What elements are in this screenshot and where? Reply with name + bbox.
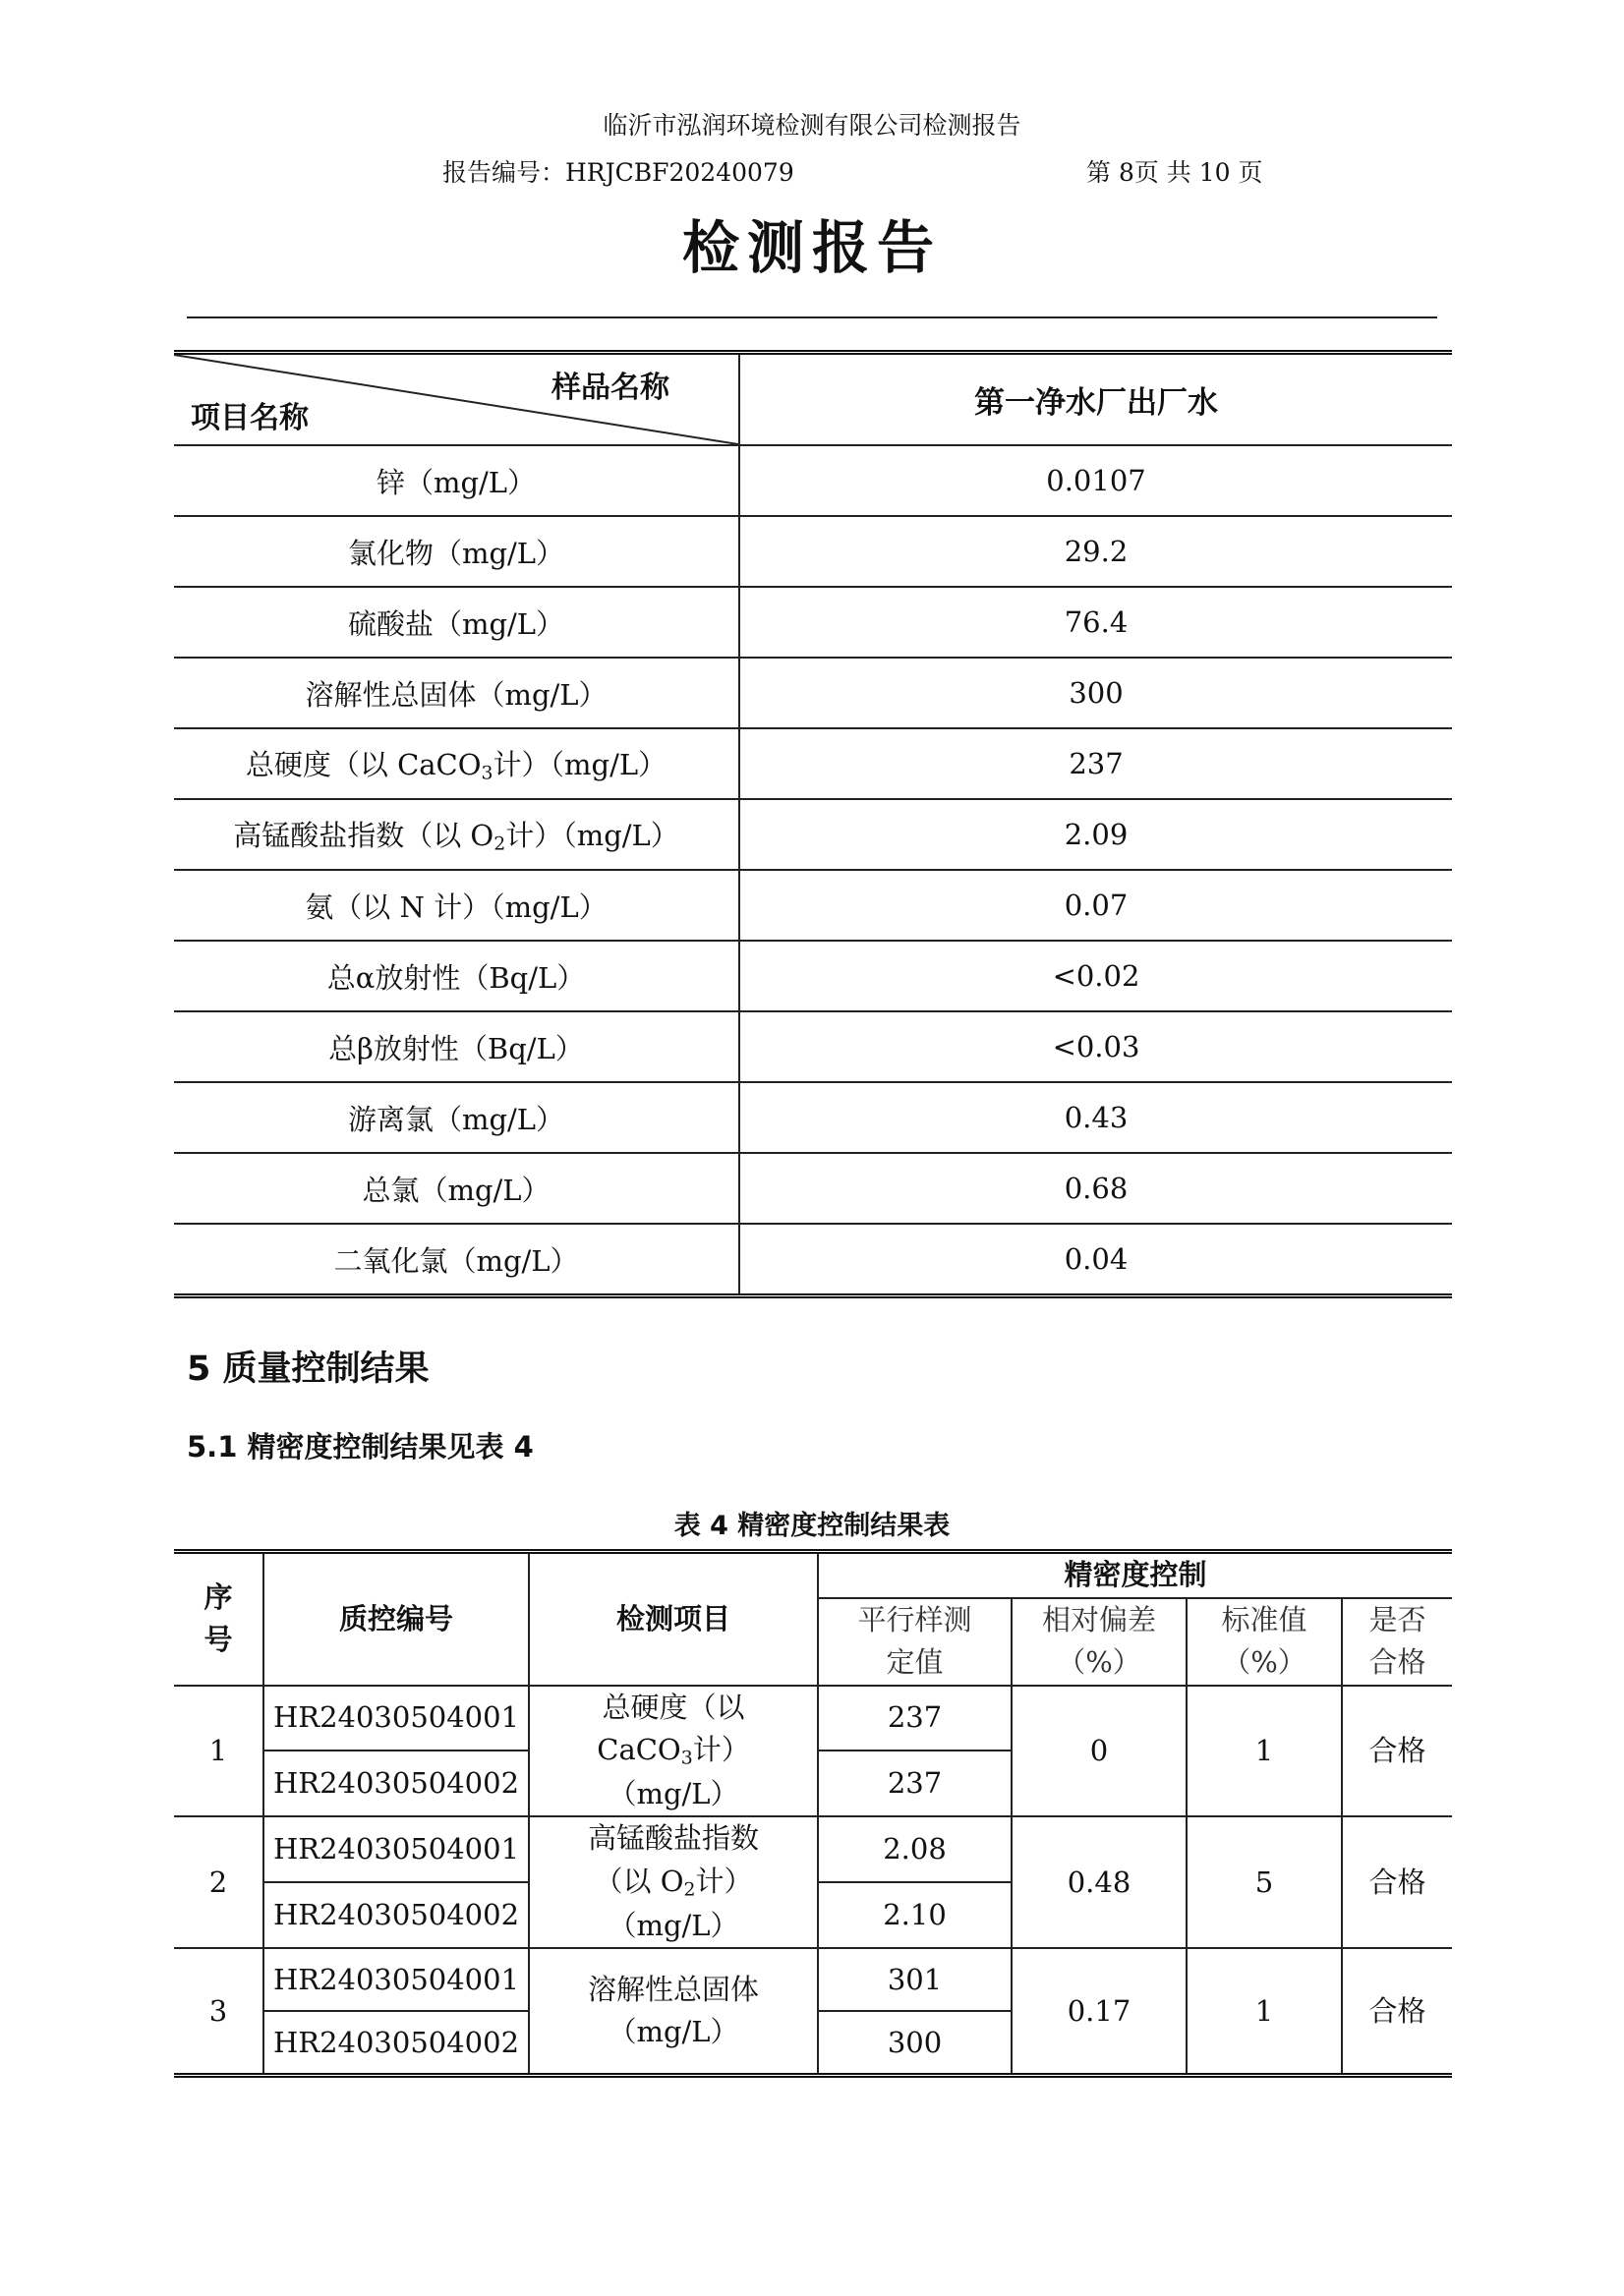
value-cell: 2.09 bbox=[739, 799, 1452, 870]
page-title: 检测报告 bbox=[681, 214, 942, 281]
parallel-value-cell: 301 bbox=[818, 1948, 1012, 2011]
item-cell: 硫酸盐（mg/L） bbox=[174, 587, 739, 658]
value-cell: 300 bbox=[739, 658, 1452, 728]
value-cell: 237 bbox=[739, 728, 1452, 799]
item-text: 计）（mg/L） bbox=[505, 819, 679, 853]
relative-deviation-cell: 0.17 bbox=[1012, 1948, 1187, 2076]
parallel-value-cell: 2.08 bbox=[818, 1816, 1012, 1882]
item-text: 计）（mg/L） bbox=[493, 748, 667, 782]
table-row bbox=[174, 870, 1452, 941]
item-cell bbox=[174, 728, 739, 799]
seq-header: 序 号 bbox=[174, 1552, 263, 1686]
table-row bbox=[174, 1224, 1452, 1296]
relative-deviation-cell: 0.48 bbox=[1012, 1816, 1187, 1948]
item-cell: 总β放射性（Bq/L） bbox=[174, 1011, 739, 1082]
value-cell: 76.4 bbox=[739, 587, 1452, 658]
table-row bbox=[174, 1082, 1452, 1153]
parallel-value-cell: 2.10 bbox=[818, 1882, 1012, 1948]
item-cell: 二氧化氯（mg/L） bbox=[174, 1224, 739, 1296]
header-sample-name: 样品名称 bbox=[551, 371, 669, 405]
table-row bbox=[174, 587, 1452, 658]
parallel-value-cell: 237 bbox=[818, 1751, 1012, 1816]
seq-cell: 1 bbox=[174, 1686, 263, 1817]
item-cell: 溶解性总固体（mg/L） bbox=[174, 658, 739, 728]
results-header-row bbox=[174, 353, 1452, 446]
table-row bbox=[174, 1153, 1452, 1224]
value-cell: <0.03 bbox=[739, 1011, 1452, 1082]
item-cell: 氯化物（mg/L） bbox=[174, 516, 739, 587]
header-item-name: 项目名称 bbox=[191, 401, 309, 435]
precision-group-header: 精密度控制 bbox=[818, 1552, 1452, 1598]
pass-cell: 合格 bbox=[1342, 1686, 1452, 1817]
table-row bbox=[174, 1686, 1452, 1751]
pass-header: 是否 合格 bbox=[1342, 1598, 1452, 1686]
page-number: 第 8页 共 10 页 bbox=[1086, 158, 1263, 187]
item-cell: 游离氯（mg/L） bbox=[174, 1082, 739, 1153]
table-row bbox=[174, 1816, 1452, 1882]
value-cell: 29.2 bbox=[739, 516, 1452, 587]
table-row bbox=[174, 658, 1452, 728]
item-cell bbox=[174, 799, 739, 870]
value-cell: <0.02 bbox=[739, 941, 1452, 1011]
subscript: 3 bbox=[481, 763, 493, 784]
seq-cell: 3 bbox=[174, 1948, 263, 2076]
standard-value-cell: 1 bbox=[1187, 1948, 1342, 2076]
subscript: 2 bbox=[493, 833, 506, 855]
pass-cell: 合格 bbox=[1342, 1816, 1452, 1948]
standard-value-cell: 1 bbox=[1187, 1686, 1342, 1817]
pass-cell: 合格 bbox=[1342, 1948, 1452, 2076]
parallel-value-cell: 237 bbox=[818, 1686, 1012, 1751]
relative-deviation-cell: 0 bbox=[1012, 1686, 1187, 1817]
header-row bbox=[174, 1552, 1452, 1598]
item-cell: 总氯（mg/L） bbox=[174, 1153, 739, 1224]
sample-name-header: 第一净水厂出厂水 bbox=[739, 353, 1452, 446]
report-number: 报告编号：HRJCBF20240079 bbox=[442, 158, 794, 187]
qc-number-cell: HR24030504001 bbox=[263, 1686, 529, 1751]
value-cell: 0.07 bbox=[739, 870, 1452, 941]
qc-number-cell: HR24030504002 bbox=[263, 1882, 529, 1948]
qc-number-cell: HR24030504002 bbox=[263, 2011, 529, 2076]
table-row bbox=[174, 1948, 1452, 2011]
company-report-header: 临沂市泓润环境检测有限公司检测报告 bbox=[603, 111, 1021, 140]
standard-value-cell: 5 bbox=[1187, 1816, 1342, 1948]
table-row bbox=[174, 516, 1452, 587]
qc-number-header: 质控编号 bbox=[263, 1552, 529, 1686]
item-cell: 总α放射性（Bq/L） bbox=[174, 941, 739, 1011]
parallel-value-header: 平行样测 定值 bbox=[818, 1598, 1012, 1686]
qc-number-cell: HR24030504001 bbox=[263, 1948, 529, 2011]
table-caption: 表 4 精密度控制结果表 bbox=[673, 1511, 951, 1541]
item-cell: 锌（mg/L） bbox=[174, 445, 739, 516]
seq-cell: 2 bbox=[174, 1816, 263, 1948]
item-cell: 氨（以 N 计）（mg/L） bbox=[174, 870, 739, 941]
table-row bbox=[174, 445, 1452, 516]
qc-number-cell: HR24030504001 bbox=[263, 1816, 529, 1882]
standard-value-header: 标准值 （%） bbox=[1187, 1598, 1342, 1686]
test-item-cell: 总硬度（以 CaCO$_3$计） （mg/L） bbox=[529, 1686, 818, 1817]
test-item-cell: 溶解性总固体 （mg/L） bbox=[529, 1948, 818, 2076]
title-divider bbox=[187, 316, 1437, 318]
test-item-cell: 高锰酸盐指数 （以 $O_2$计） （mg/L） bbox=[529, 1816, 818, 1948]
table-row bbox=[174, 941, 1452, 1011]
table-row bbox=[174, 1011, 1452, 1082]
section-heading: 5 质量控制结果 bbox=[187, 1349, 430, 1389]
table-row bbox=[174, 728, 1452, 799]
value-cell: 0.0107 bbox=[739, 445, 1452, 516]
item-text: 高锰酸盐指数（以 O bbox=[233, 819, 494, 853]
value-cell: 0.68 bbox=[739, 1153, 1452, 1224]
qc-number-cell: HR24030504002 bbox=[263, 1751, 529, 1816]
results-table bbox=[174, 350, 1452, 1298]
relative-deviation-header: 相对偏差 （%） bbox=[1012, 1598, 1187, 1686]
diagonal-header-cell bbox=[174, 353, 739, 446]
table-row bbox=[174, 799, 1452, 870]
test-item-header: 检测项目 bbox=[529, 1552, 818, 1686]
parallel-value-cell: 300 bbox=[818, 2011, 1012, 2076]
value-cell: 0.43 bbox=[739, 1082, 1452, 1153]
value-cell: 0.04 bbox=[1064, 1242, 1129, 1276]
subsection-heading: 5.1 精密度控制结果见表 4 bbox=[187, 1430, 534, 1464]
precision-control-table bbox=[174, 1549, 1452, 2078]
item-text: 总硬度（以 CaCO bbox=[245, 748, 482, 782]
